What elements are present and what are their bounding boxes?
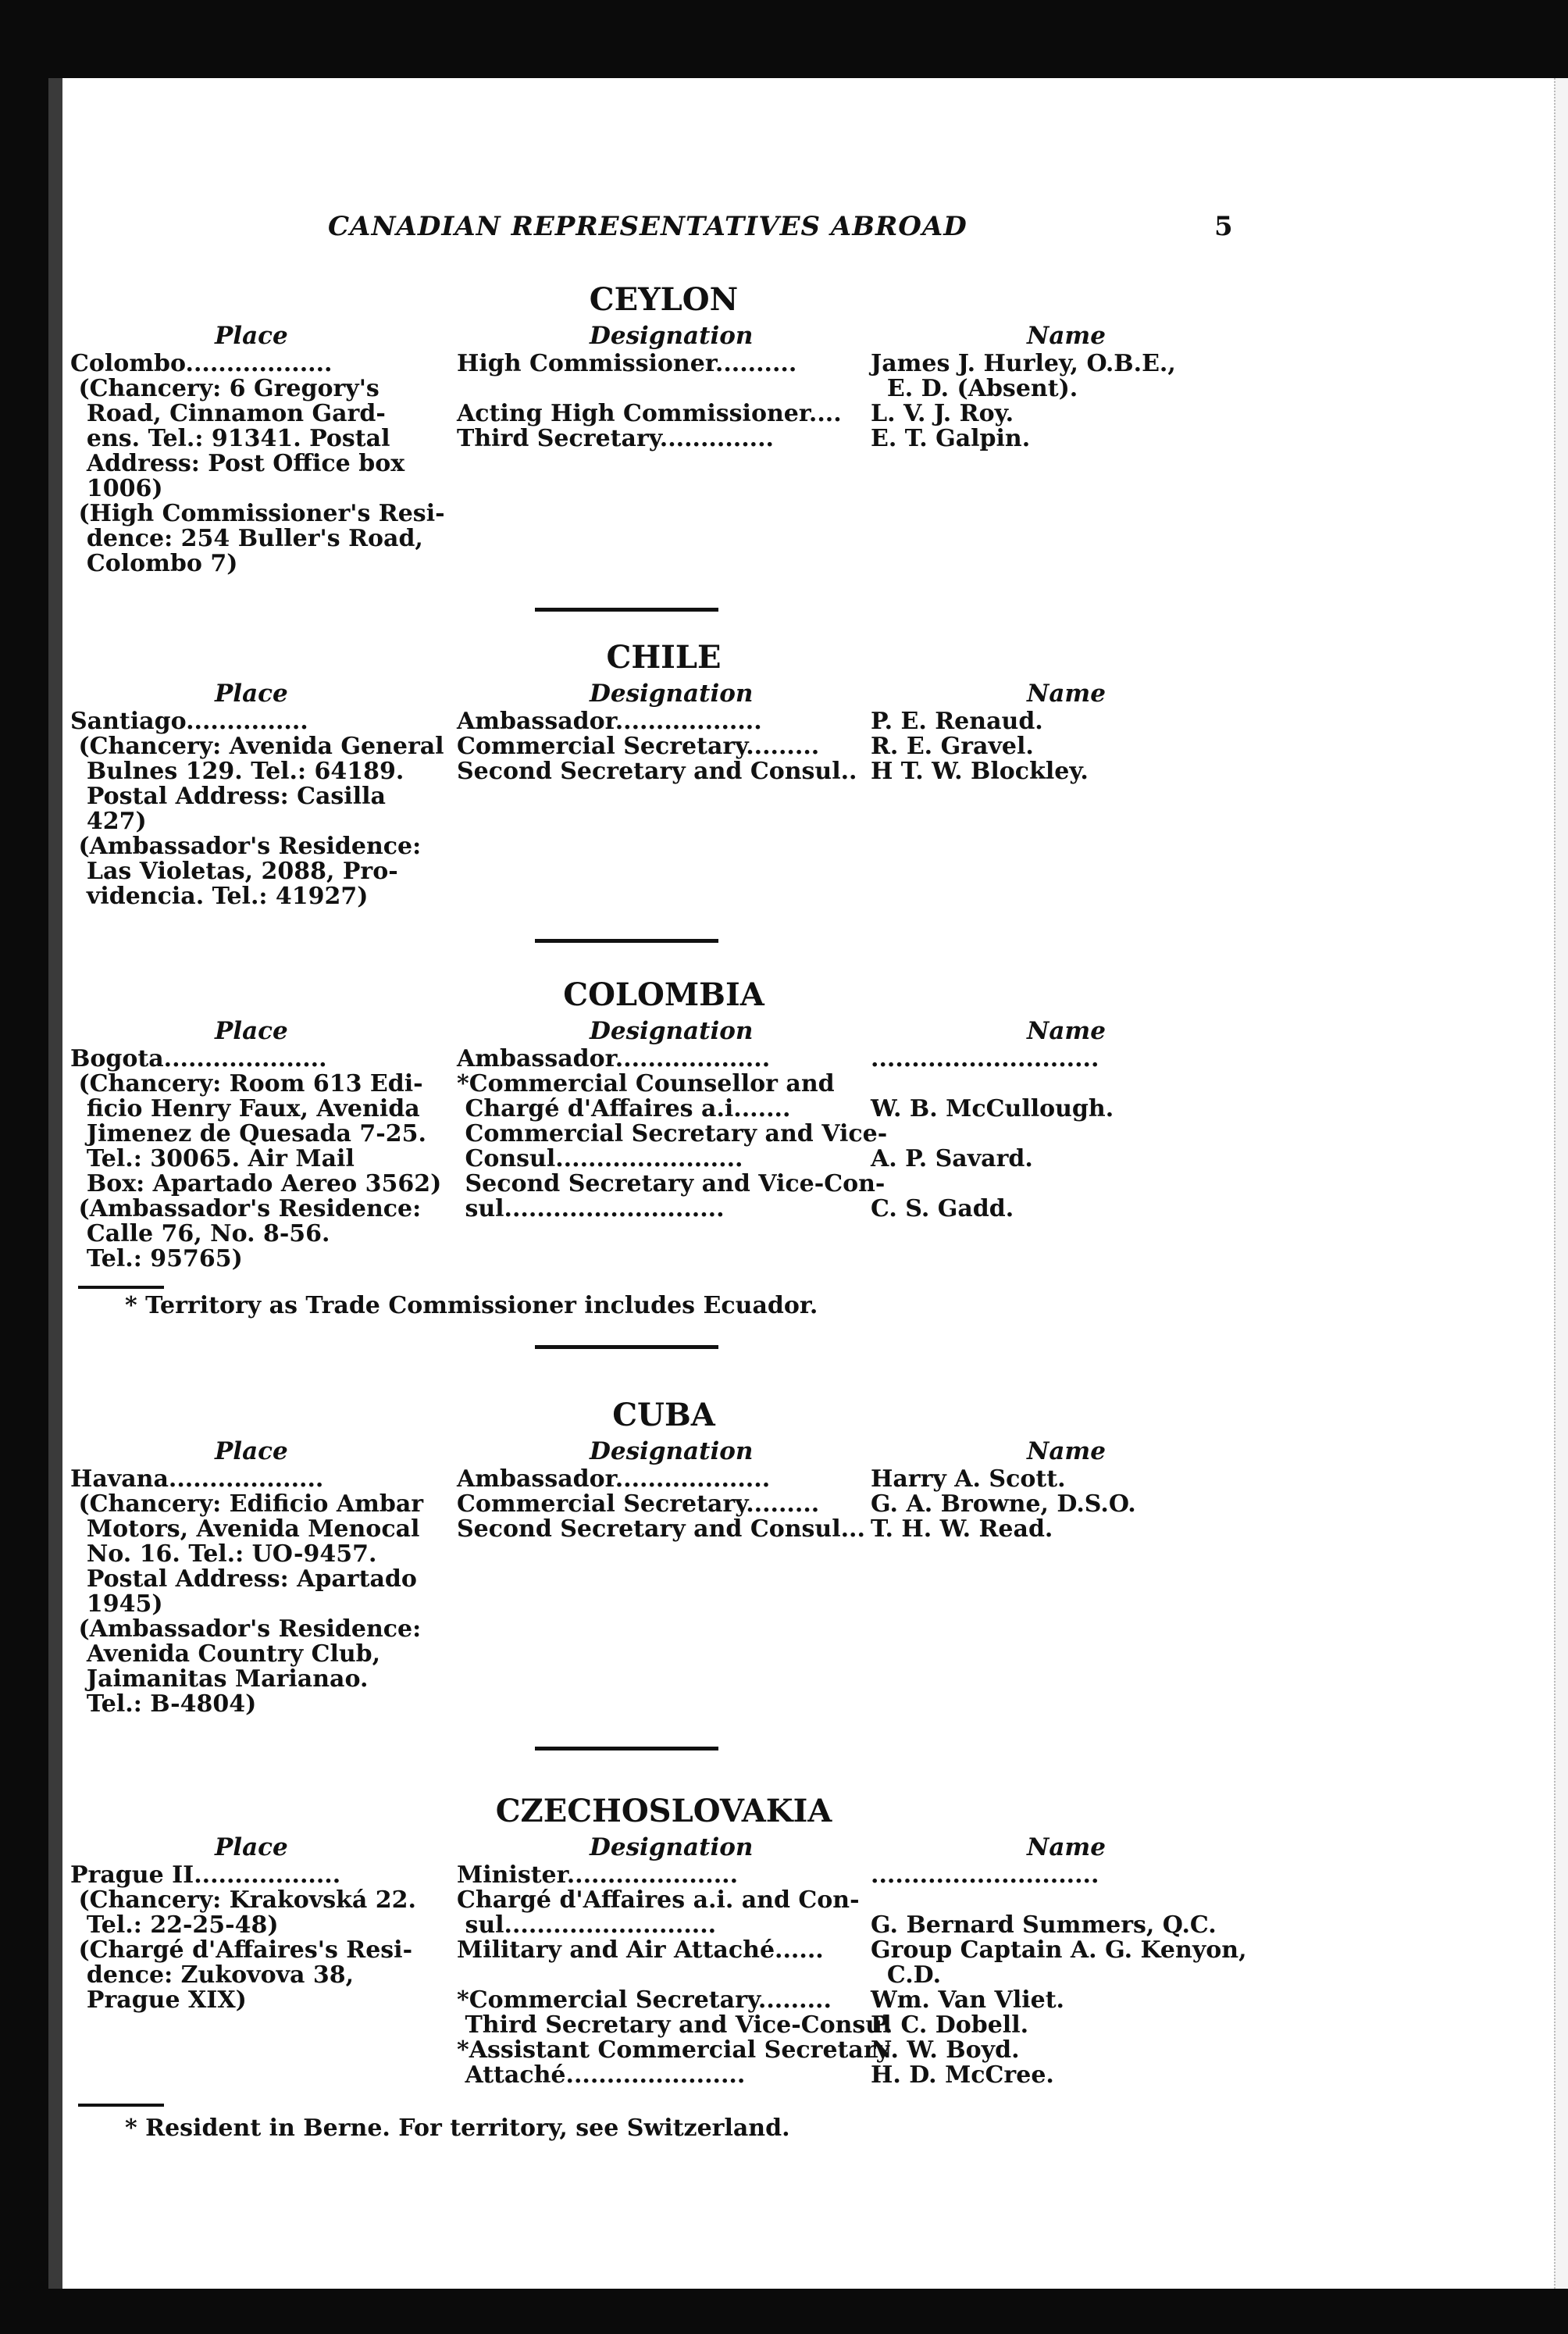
name-line: G. A. Browne, D.S.O.: [871, 1490, 1136, 1518]
place-line: Bulnes 129. Tel.: 64189.: [70, 758, 404, 785]
place-column: [70, 708, 444, 910]
section-divider: [535, 1345, 718, 1349]
scan-binding-edge: [0, 78, 48, 2334]
name-line: [871, 1122, 1277, 1147]
designation-line: Commercial Secretary.........: [457, 1490, 820, 1518]
column-header-name: Name: [1027, 1833, 1106, 1861]
place-line: Motors, Avenida Menocal: [70, 1515, 420, 1543]
place-line: Santiago...............: [70, 708, 308, 735]
place-line: dence: 254 Buller's Road,: [70, 525, 423, 552]
column-header-name: Name: [1027, 1017, 1106, 1045]
name-line: James J. Hurley, O.B.E.,: [871, 350, 1176, 377]
column-header-name: Name: [1027, 680, 1106, 708]
place-line: Calle 76, No. 8-56.: [70, 1220, 330, 1247]
name-column: [871, 1467, 1277, 1542]
place-line: Tel.: B-4804): [70, 1690, 257, 1718]
designation-column: [457, 352, 925, 451]
designation-line: Ambassador..................: [457, 708, 762, 735]
place-line: (Chancery: 6 Gregory's: [70, 375, 380, 402]
name-line: [871, 1172, 1277, 1197]
place-column: [70, 1863, 437, 2013]
scan-binding-shadow: [48, 78, 62, 2334]
name-line: Group Captain A. G. Kenyon,: [871, 1936, 1247, 1964]
name-line: T. H. W. Read.: [871, 1515, 1053, 1543]
designation-line: Attaché......................: [457, 2061, 746, 2089]
designation-line: Second Secretary and Consul...: [457, 1515, 865, 1543]
place-line: (Chancery: Avenida General: [70, 733, 444, 760]
name-line: N. W. Boyd.: [871, 2036, 1020, 2064]
designation-line: Third Secretary and Vice-Consul: [457, 2011, 892, 2039]
place-line: (Chancery: Krakovská 22.: [70, 1886, 416, 1914]
name-line: ............................: [871, 1045, 1099, 1072]
name-line: C.D.: [871, 1961, 942, 1989]
name-line: A. P. Savard.: [871, 1145, 1033, 1172]
place-line: Jimenez de Quesada 7-25.: [70, 1120, 426, 1147]
name-line: P. C. Dobell.: [871, 2011, 1029, 2039]
column-header-designation: Designation: [590, 322, 754, 350]
place-line: Box: Apartado Aereo 3562): [70, 1170, 442, 1197]
document-page: [70, 211, 1257, 2142]
designation-line: sul..........................: [457, 1911, 717, 1939]
place-column: [70, 350, 445, 577]
place-line: Havana...................: [70, 1465, 324, 1493]
place-line: (Chargé d'Affaires's Resi-: [70, 1936, 413, 1964]
name-line: H. D. McCree.: [871, 2061, 1054, 2089]
place-line: Avenida Country Club,: [70, 1640, 381, 1668]
designation-line: Ambassador...................: [457, 1465, 771, 1493]
page-header: [70, 211, 1257, 258]
name-line: [871, 1888, 1277, 1913]
column-header-designation: Designation: [590, 1437, 754, 1465]
place-line: 427): [70, 808, 147, 835]
name-column: [871, 1863, 1277, 2088]
designation-line: Second Secretary and Consul..: [457, 758, 857, 785]
place-line: (Ambassador's Residence:: [70, 1195, 422, 1222]
place-line: Postal Address: Casilla: [70, 783, 386, 810]
name-line: [871, 1072, 1277, 1097]
scan-bottom-border: [0, 2289, 1568, 2334]
name-line: G. Bernard Summers, Q.C.: [871, 1911, 1217, 1939]
designation-line: *Commercial Counsellor and: [457, 1070, 835, 1097]
scan-right-edge: [1554, 78, 1568, 2289]
place-line: ficio Henry Faux, Avenida: [70, 1095, 420, 1122]
designation-line: *Assistant Commercial Secretary: [457, 2036, 890, 2064]
country-heading: COLOMBIA: [563, 976, 764, 1013]
place-line: (Ambassador's Residence:: [70, 1615, 422, 1643]
designation-line: Acting High Commissioner....: [457, 400, 842, 427]
place-line: 1006): [70, 475, 163, 502]
place-line: (High Commissioner's Resi-: [70, 500, 445, 527]
designation-line: Consul.......................: [457, 1145, 743, 1172]
place-line: 1945): [70, 1590, 163, 1618]
place-line: Prague II..................: [70, 1861, 341, 1889]
column-header-place: Place: [215, 1017, 288, 1045]
designation-column: [457, 1863, 925, 2088]
column-header-place: Place: [215, 680, 288, 708]
designation-line: Commercial Secretary and Vice-: [457, 1120, 888, 1147]
place-line: Tel.: 22-25-48): [70, 1911, 279, 1939]
column-header-designation: Designation: [590, 1833, 754, 1861]
name-line: W. B. McCullough.: [871, 1095, 1114, 1122]
country-heading: CEYLON: [589, 281, 739, 318]
place-line: No. 16. Tel.: UO-9457.: [70, 1540, 377, 1568]
place-column: [70, 1045, 442, 1272]
designation-line: High Commissioner..........: [457, 350, 797, 377]
footnote-rule: [78, 2104, 164, 2107]
name-line: H T. W. Blockley.: [871, 758, 1089, 785]
name-line: Wm. Van Vliet.: [871, 1986, 1064, 2014]
name-column: [871, 709, 1277, 784]
name-line: E. D. (Absent).: [871, 375, 1078, 402]
name-line: P. E. Renaud.: [871, 708, 1043, 735]
column-header-designation: Designation: [590, 680, 754, 708]
designation-line: Second Secretary and Vice-Con-: [457, 1170, 886, 1197]
name-line: Harry A. Scott.: [871, 1465, 1066, 1493]
designation-line: Military and Air Attaché......: [457, 1936, 824, 1964]
name-line: ............................: [871, 1861, 1099, 1889]
place-column: [70, 1467, 437, 1717]
section-divider: [535, 1747, 718, 1751]
place-line: Postal Address: Apartado: [70, 1565, 417, 1593]
place-line: ens. Tel.: 91341. Postal: [70, 425, 390, 452]
running-title: CANADIAN REPRESENTATIVES ABROAD: [328, 211, 968, 242]
column-header-designation: Designation: [590, 1017, 754, 1045]
place-line: Jaimanitas Marianao.: [70, 1665, 369, 1693]
place-line: Tel.: 30065. Air Mail: [70, 1145, 355, 1172]
place-line: Address: Post Office box: [70, 450, 405, 477]
name-column: [871, 1047, 1277, 1222]
column-header-place: Place: [215, 1437, 288, 1465]
column-header-place: Place: [215, 322, 288, 350]
designation-column: [457, 709, 925, 784]
designation-column: [457, 1467, 925, 1542]
column-header-name: Name: [1027, 322, 1106, 350]
designation-line: Ambassador...................: [457, 1045, 771, 1072]
scan-top-border: [0, 0, 1568, 78]
designation-line: sul...........................: [457, 1195, 725, 1222]
footnote: * Resident in Berne. For territory, see Switzerland.: [125, 2115, 790, 2142]
footnote: * Territory as Trade Commissioner includes Ecuador.: [125, 1292, 818, 1319]
designation-column: [457, 1047, 925, 1222]
designation-line: *Commercial Secretary.........: [457, 1986, 832, 2014]
place-line: (Ambassador's Residence:: [70, 833, 422, 860]
place-line: (Chancery: Room 613 Edi-: [70, 1070, 423, 1097]
name-line: C. S. Gadd.: [871, 1195, 1014, 1222]
designation-line: Chargé d'Affaires a.i.......: [457, 1095, 791, 1122]
page-number: 5: [1214, 211, 1233, 242]
column-header-name: Name: [1027, 1437, 1106, 1465]
place-line: Prague XIX): [70, 1986, 247, 2014]
section-divider: [535, 939, 718, 943]
place-line: Bogota....................: [70, 1045, 327, 1072]
designation-line: Chargé d'Affaires a.i. and Con-: [457, 1886, 860, 1914]
designation-line: Commercial Secretary.........: [457, 733, 820, 760]
footnote-rule: [78, 1286, 164, 1289]
place-line: videncia. Tel.: 41927): [70, 883, 369, 910]
section-divider: [535, 608, 718, 612]
place-line: Colombo 7): [70, 550, 238, 577]
place-line: Tel.: 95765): [70, 1245, 243, 1272]
place-line: (Chancery: Edificio Ambar: [70, 1490, 424, 1518]
name-line: L. V. J. Roy.: [871, 400, 1014, 427]
country-heading: CHILE: [606, 639, 722, 676]
designation-line: Third Secretary..............: [457, 425, 774, 452]
place-line: Road, Cinnamon Gard-: [70, 400, 386, 427]
name-line: R. E. Gravel.: [871, 733, 1034, 760]
column-header-place: Place: [215, 1833, 288, 1861]
place-line: Colombo..................: [70, 350, 333, 377]
country-heading: CUBA: [612, 1397, 715, 1433]
place-line: Las Violetas, 2088, Pro-: [70, 858, 398, 885]
designation-line: Minister.....................: [457, 1861, 739, 1889]
designation-line: [457, 1963, 925, 1988]
place-line: dence: Zukovova 38,: [70, 1961, 355, 1989]
name-column: [871, 352, 1277, 451]
country-heading: CZECHOSLOVAKIA: [495, 1793, 832, 1829]
name-line: E. T. Galpin.: [871, 425, 1031, 452]
designation-line: [457, 377, 925, 401]
